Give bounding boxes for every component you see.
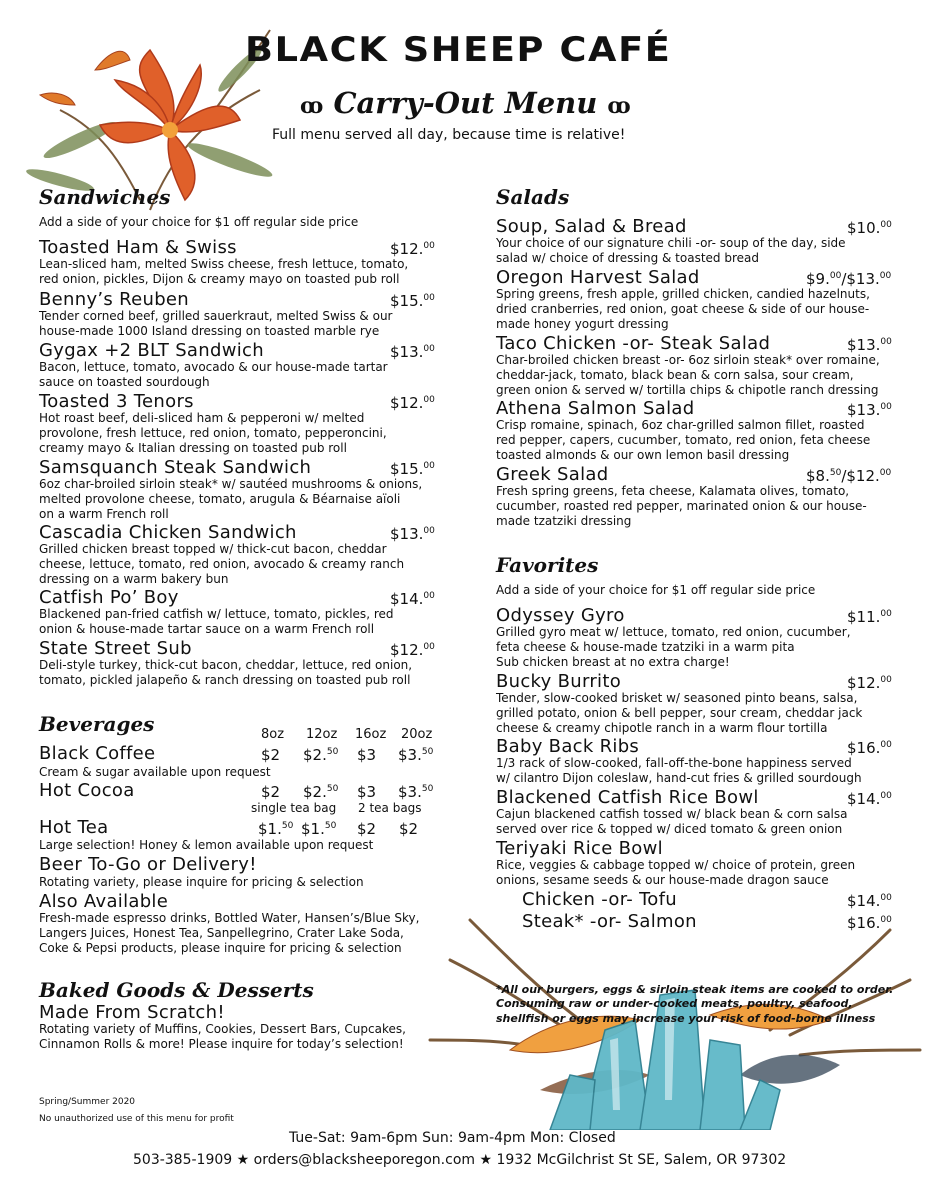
tea-size-double: 2 tea bags [358, 801, 422, 815]
menu-item-desc: Deli-style turkey, thick-cut bacon, cheddar, lettuce, red onion, tomato, pickled jalapeño & ranch dressing on toasted pub roll [39, 658, 413, 687]
hot-cocoa-price: $3.50 [398, 783, 434, 801]
subtitle-text: Carry-Out Menu [333, 86, 598, 120]
menu-item-name: Teriyaki Rice Bowl [496, 838, 663, 859]
menu-item-price: $14.00 [390, 590, 435, 608]
ornament-left-icon: ꝏ [300, 93, 324, 119]
size-20oz: 20oz [401, 727, 433, 742]
hot-cocoa-price: $2.50 [303, 783, 339, 801]
menu-item-name: Bucky Burrito [496, 671, 622, 692]
business-hours: Tue-Sat: 9am-6pm Sun: 9am-4pm Mon: Closed [289, 1130, 616, 1146]
hot-cocoa-price: $2 [261, 783, 281, 801]
menu-item-price: $12.00 [847, 674, 892, 692]
tagline: Full menu served all day, because time is relative! [272, 127, 626, 143]
menu-item-desc: Your choice of our signature chili -or- soup of the day, side salad w/ choice of dressing & toasted bread [496, 236, 846, 265]
food-safety-disclaimer: *All our burgers, eggs & sirloin steak items are cooked to order. Consuming raw or under-cooked meats, poultry, seafood, shellfish or eggs may increase your risk of food-borne illness [496, 983, 894, 1025]
baked-goods-desc: Rotating variety of Muffins, Cookies, Dessert Bars, Cupcakes, Cinnamon Rolls & more! Please inquire for today’s selection! [39, 1022, 406, 1051]
menu-item-price: $15.00 [390, 292, 435, 310]
hot-tea-price: $2 [399, 820, 419, 838]
menu-item-name: Toasted Ham & Swiss [39, 237, 237, 258]
menu-subtitle [300, 86, 631, 120]
menu-item-desc: Char-broiled chicken breast -or- 6oz sirloin steak* over romaine, cheddar-jack, tomato, black bean & corn salsa, sour cream, green onion & served w/ tortilla chips & chipotle ranch dressing [496, 353, 880, 397]
star-icon: ★ [236, 1152, 250, 1168]
menu-item-price: $9.00/$13.00 [806, 270, 892, 288]
black-coffee-price: $2.50 [303, 746, 339, 764]
baked-goods-name: Made From Scratch! [39, 1002, 225, 1023]
menu-item-desc: Blackened pan-fried catfish w/ lettuce, tomato, pickles, red onion & house-made tartar sauce on a warm French roll [39, 607, 394, 636]
menu-item-name: Athena Salmon Salad [496, 398, 695, 419]
sandwiches-heading: Sandwiches [39, 185, 171, 209]
sandwiches-note: Add a side of your choice for $1 off regular side price [39, 215, 359, 229]
black-coffee-price: $3.50 [398, 746, 434, 764]
menu-item-desc: Rice, veggies & cabbage topped w/ choice of protein, green onions, sesame seeds & our house-made dragon sauce [496, 858, 856, 887]
menu-item-price: $13.00 [390, 525, 435, 543]
menu-item-price: $12.00 [390, 394, 435, 412]
menu-item-price: $11.00 [847, 608, 892, 626]
menu-item-price: $13.00 [847, 336, 892, 354]
address: 1932 McGilchrist St SE, Salem, OR 97302 [496, 1152, 787, 1168]
menu-item-desc: 1/3 rack of slow-cooked, fall-off-the-bone happiness served w/ cilantro Dijon coleslaw, hand-cut fries & grilled sourdough [496, 756, 862, 785]
size-8oz: 8oz [261, 727, 285, 742]
hot-tea-price: $2 [357, 820, 377, 838]
menu-item-name: Benny’s Reuben [39, 289, 190, 310]
menu-item-price: $12.00 [390, 240, 435, 258]
menu-item-name: Greek Salad [496, 464, 609, 485]
menu-item-desc: Cajun blackened catfish tossed w/ black bean & corn salsa served over rice & topped w/ diced tomato & green onion [496, 807, 848, 836]
salads-heading: Salads [496, 185, 570, 209]
black-coffee-name: Black Coffee [39, 743, 156, 764]
menu-item-name: Gygax +2 BLT Sandwich [39, 340, 264, 361]
size-16oz: 16oz [355, 727, 387, 742]
menu-item-name: State Street Sub [39, 638, 192, 659]
teriyaki-option-chicken: Chicken -or- Tofu [522, 889, 677, 910]
menu-item-name: Soup, Salad & Bread [496, 216, 687, 237]
email-link[interactable]: orders@blacksheeporegon.com [253, 1152, 476, 1168]
tea-size-single: single tea bag [251, 801, 337, 815]
contact-line [133, 1152, 786, 1168]
menu-item-price: $13.00 [847, 401, 892, 419]
hot-tea-price: $1.50 [301, 820, 337, 838]
beverages-heading: Beverages [39, 712, 155, 736]
beer-name: Beer To-Go or Delivery! [39, 854, 257, 875]
menu-item-name: Taco Chicken -or- Steak Salad [496, 333, 771, 354]
baked-goods-heading: Baked Goods & Desserts [39, 978, 314, 1002]
favorites-heading: Favorites [496, 553, 599, 577]
menu-item-name: Cascadia Chicken Sandwich [39, 522, 297, 543]
black-coffee-price: $2 [261, 746, 281, 764]
menu-item-name: Oregon Harvest Salad [496, 267, 700, 288]
menu-item-price: $13.00 [390, 343, 435, 361]
hot-tea-note: Large selection! Honey & lemon available upon request [39, 838, 374, 852]
also-available-desc: Fresh-made espresso drinks, Bottled Water, Hansen’s/Blue Sky, Langers Juices, Honest Tea, Sanpellegrino, Crater Lake Soda, Coke & Pepsi products, please inquire for pricing & selection [39, 911, 420, 955]
hot-cocoa-name: Hot Cocoa [39, 780, 135, 801]
menu-item-desc: Tender, slow-cooked brisket w/ seasoned pinto beans, salsa, grilled potato, onion & bell pepper, sour cream, cheddar jack cheese & creamy chipotle ranch in a warm flour tortilla [496, 691, 863, 735]
menu-item-name: Toasted 3 Tenors [39, 391, 194, 412]
restaurant-title: BLACK SHEEP CAFÉ [245, 30, 672, 70]
menu-item-desc: Grilled chicken breast topped w/ thick-cut bacon, cheddar cheese, lettuce, tomato, red onion, avocado & creamy ranch dressing on a warm bakery bun [39, 542, 405, 586]
menu-item-name: Samsquanch Steak Sandwich [39, 457, 312, 478]
black-coffee-price: $3 [357, 746, 377, 764]
season-label: Spring/Summer 2020 [39, 1097, 136, 1107]
menu-item-desc: Bacon, lettuce, tomato, avocado & our house-made tartar sauce on toasted sourdough [39, 360, 388, 389]
menu-item-price: $10.00 [847, 219, 892, 237]
hot-tea-name: Hot Tea [39, 817, 109, 838]
star-icon: ★ [479, 1152, 493, 1168]
menu-item-desc: Spring greens, fresh apple, grilled chicken, candied hazelnuts, dried cranberries, red onion, goat cheese & side of our house- made honey yogurt dressing [496, 287, 870, 331]
hot-tea-price: $1.50 [258, 820, 294, 838]
menu-item-price: $14.00 [847, 790, 892, 808]
also-available-name: Also Available [39, 891, 169, 912]
beer-note: Rotating variety, please inquire for pricing & selection [39, 875, 364, 889]
ornament-right-icon: ꝏ [607, 93, 631, 119]
hot-cocoa-price: $3 [357, 783, 377, 801]
menu-item-price: $16.00 [847, 739, 892, 757]
menu-item-name: Odyssey Gyro [496, 605, 625, 626]
favorites-note: Add a side of your choice for $1 off regular side price [496, 583, 816, 597]
teriyaki-option-chicken-price: $14.00 [847, 892, 892, 910]
menu-item-name: Baby Back Ribs [496, 736, 640, 757]
menu-item-desc: Crisp romaine, spinach, 6oz char-grilled salmon fillet, roasted red pepper, capers, cucumber, tomato, red onion, feta cheese toasted almonds & our own lemon basil dressing [496, 418, 871, 462]
black-coffee-note: Cream & sugar available upon request [39, 765, 271, 779]
teriyaki-option-steak-price: $16.00 [847, 914, 892, 932]
menu-item-price: $8.50/$12.00 [806, 467, 892, 485]
menu-item-desc: Tender corned beef, grilled sauerkraut, melted Swiss & our house-made 1000 Island dressing on toasted marble rye [39, 309, 393, 338]
phone-number[interactable]: 503-385-1909 [133, 1152, 233, 1168]
menu-item-desc: Hot roast beef, deli-sliced ham & pepperoni w/ melted provolone, fresh lettuce, red onion, tomato, pepperoncini, creamy mayo & Italian dressing on toasted pub roll [39, 411, 387, 455]
menu-item-desc: Fresh spring greens, feta cheese, Kalamata olives, tomato, cucumber, roasted red pepper, marinated onion & our house- made tzatziki dressing [496, 484, 867, 528]
copyright-note: No unauthorized use of this menu for profit [39, 1114, 234, 1124]
menu-item-desc: 6oz char-broiled sirloin steak* w/ sautéed mushrooms & onions, melted provolone cheese, tomato, arugula & Béarnaise aïoli on a warm French roll [39, 477, 423, 521]
menu-item-price: $15.00 [390, 460, 435, 478]
size-12oz: 12oz [306, 727, 338, 742]
menu-item-price: $12.00 [390, 641, 435, 659]
menu-item-desc: Grilled gyro meat w/ lettuce, tomato, red onion, cucumber, feta cheese & house-made tzatziki in a warm pita Sub chicken breast at no extra charge! [496, 625, 851, 669]
menu-item-name: Blackened Catfish Rice Bowl [496, 787, 759, 808]
menu-item-desc: Lean-sliced ham, melted Swiss cheese, fresh lettuce, tomato, red onion, pickles, Dijon & creamy mayo on toasted pub roll [39, 257, 409, 286]
teriyaki-option-steak: Steak* -or- Salmon [522, 911, 697, 932]
menu-item-name: Catfish Po’ Boy [39, 587, 179, 608]
